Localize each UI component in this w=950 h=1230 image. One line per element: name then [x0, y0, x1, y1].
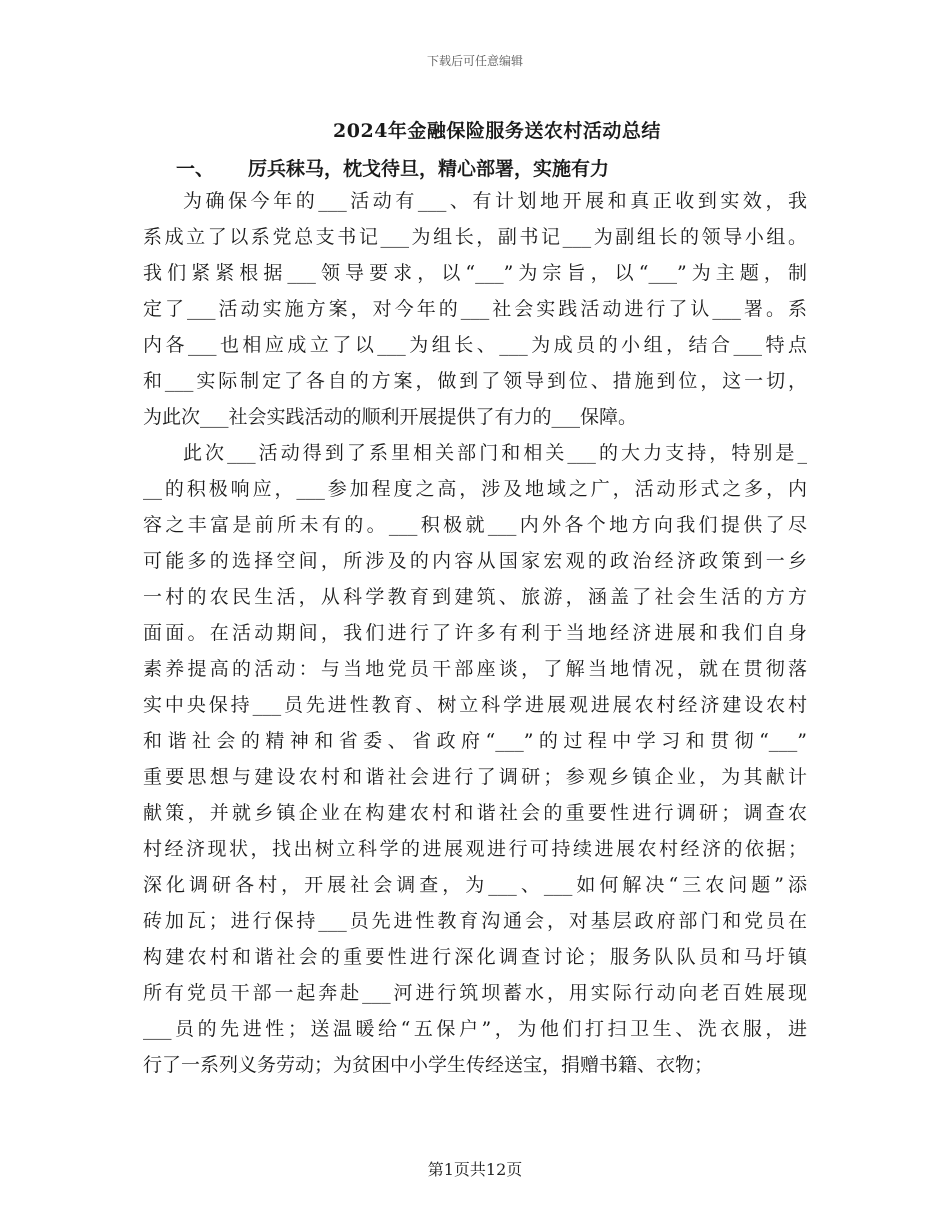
paragraph-line: 重要思想与建设农村和谐社会进行了调研；参观乡镇企业，为其献计: [143, 766, 807, 788]
section-heading: [176, 154, 609, 181]
section-heading-text: 厉兵秣马，枕戈待旦，精心部署，实施有力: [248, 158, 610, 180]
paragraph-line: 内各___也相应成立了以___为组长、___为成员的小组，结合___特点: [143, 334, 807, 356]
paragraph-line: 面面。在活动期间，我们进行了许多有利于当地经济进展和我们自身: [143, 622, 807, 644]
paragraph-line: 行了一系列义务劳动；为贫困中小学生传经送宝，捐赠书籍、衣物；: [143, 1054, 714, 1076]
document-body: [143, 183, 807, 1083]
paragraph-line: 深化调研各村，开展社会调查，为___、___如何解决“三农问题”添: [143, 874, 807, 896]
paragraph: [143, 435, 807, 1083]
paragraph-line: 为确保今年的___活动有___、有计划地开展和真正收到实效，我: [183, 190, 807, 212]
paragraph-line: 所有党员干部一起奔赴___河进行筑坝蓄水，用实际行动向老百姓展现: [143, 982, 807, 1004]
paragraph-line: 定了___活动实施方案，对今年的___社会实践活动进行了认___署。系: [143, 298, 807, 320]
paragraph-line: 为此次___社会实践活动的顺利开展提供了有力的___保障。: [143, 406, 638, 428]
paragraph-line: 和谐社会的精神和省委、省政府“___”的过程中学习和贯彻“___”: [143, 730, 807, 752]
paragraph-line: 构建农村和谐社会的重要性进行深化调查讨论；服务队队员和马圩镇: [143, 946, 807, 968]
paragraph-line: 素养提高的活动：与当地党员干部座谈，了解当地情况，就在贯彻落: [143, 658, 807, 680]
paragraph-line: 献策，并就乡镇企业在构建农村和谐社会的重要性进行调研；调查农: [143, 802, 807, 824]
paragraph-line: 村经济现状，找出树立科学的进展观进行可持续进展农村经济的依据；: [143, 838, 807, 860]
page-footer: 第1页共12页: [427, 1160, 523, 1179]
paragraph-line: 容之丰富是前所未有的。___积极就___内外各个地方向我们提供了尽: [143, 514, 807, 536]
header-note: 下载后可任意编辑: [426, 54, 523, 68]
paragraph-line: 和___实际制定了各自的方案，做到了领导到位、措施到位，这一切，: [143, 370, 807, 392]
paragraph-line: 可能多的选择空间，所涉及的内容从国家宏观的政治经济政策到一乡: [143, 550, 807, 572]
paragraph-line: 实中央保持___员先进性教育、树立科学进展观进展农村经济建设农村: [143, 694, 807, 716]
document-title: 2024年金融保险服务送农村活动总结: [333, 120, 661, 142]
paragraph-line: __的积极响应，___参加程度之高，涉及地域之广，活动形式之多，内: [143, 478, 807, 500]
paragraph-line: 我们紧紧根据___领导要求，以“___”为宗旨，以“___”为主题，制: [143, 262, 807, 284]
paragraph-line: 砖加瓦；进行保持___员先进性教育沟通会，对基层政府部门和党员在: [143, 910, 807, 932]
paragraph-line: 此次___活动得到了系里相关部门和相关___的大力支持，特别是_: [183, 442, 807, 464]
paragraph-line: 系成立了以系党总支书记___为组长，副书记___为副组长的领导小组。: [143, 226, 807, 248]
section-number: 一、: [176, 158, 215, 180]
paragraph: [143, 183, 807, 435]
paragraph-line: 一村的农民生活，从科学教育到建筑、旅游，涵盖了社会生活的方方: [143, 586, 807, 608]
paragraph-line: ___员的先进性；送温暖给“五保户”，为他们打扫卫生、洗衣服，进: [143, 1018, 807, 1040]
